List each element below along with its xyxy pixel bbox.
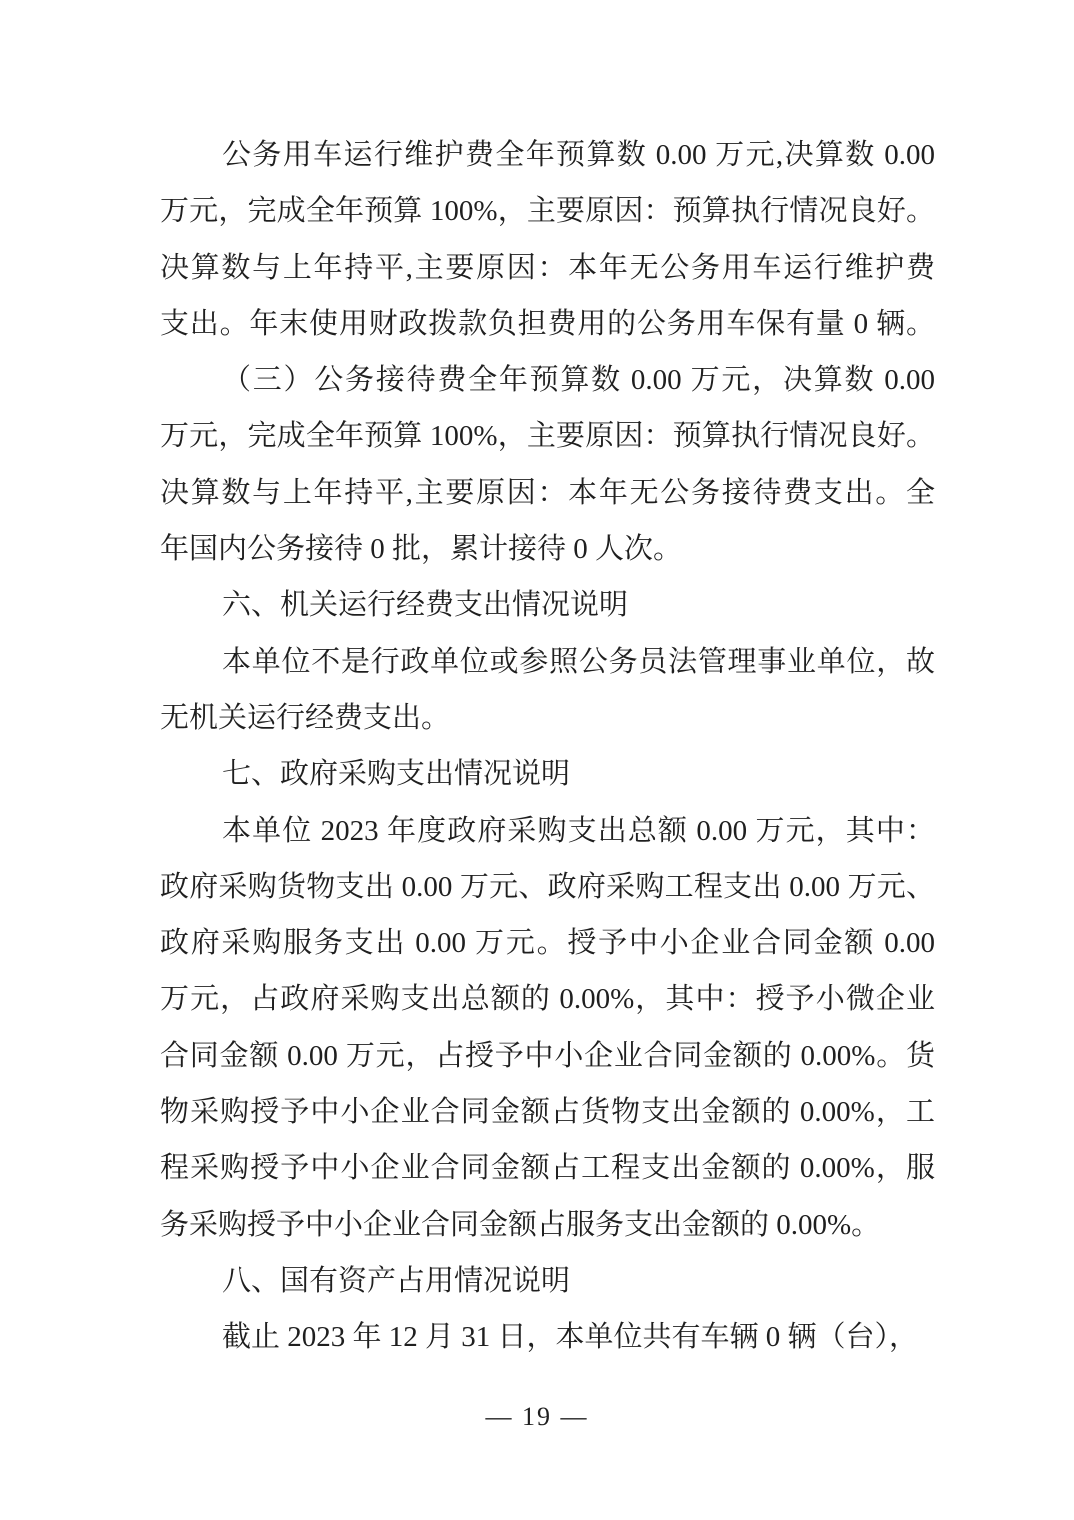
text-line: 年国内公务接待 0 批，累计接待 0 人次。 [160,533,683,566]
text-line: 决算数与上年持平,主要原因：本年无公务接待费支出。全 [160,476,935,509]
paragraph-vehicle-maintenance-fee [160,127,935,352]
paragraph-government-procurement [160,803,935,1253]
page-number: — 19 — [485,1402,589,1431]
text-line: 政府采购货物支出 0.00 万元、政府采购工程支出 0.00 万元、 [160,870,935,903]
page-body [160,127,935,1366]
heading-line: 七、政府采购支出情况说明 [222,758,571,791]
text-line: （三）公务接待费全年预算数 0.00 万元，决算数 0.00 [222,364,935,397]
text-line: 公务用车运行维护费全年预算数 0.00 万元,决算数 0.00 [222,139,935,171]
text-line: 支出。年末使用财政拨款负担费用的公务用车保有量 0 辆。 [160,307,935,340]
text-line: 决算数与上年持平,主要原因：本年无公务用车运行维护费 [160,251,935,284]
text-line: 万元，完成全年预算 100%，主要原因：预算执行情况良好。 [160,420,935,453]
heading-line: 六、机关运行经费支出情况说明 [222,589,629,622]
text-line: 本单位不是行政单位或参照公务员法管理事业单位，故 [222,645,935,678]
paragraph-agency-operating-expense [160,634,935,747]
text-line: 本单位 2023 年度政府采购支出总额 0.00 万元，其中： [222,814,935,847]
paragraph-official-reception-fee [160,352,935,577]
section-heading-6 [160,577,935,633]
paragraph-state-owned-assets [160,1309,935,1365]
text-line: 合同金额 0.00 万元，占授予中小企业合同金额的 0.00%。货 [160,1039,935,1072]
text-line: 政府采购服务支出 0.00 万元。授予中小企业合同金额 0.00 [160,927,935,960]
text-line: 务采购授予中小企业合同金额占服务支出金额的 0.00%。 [160,1208,881,1241]
text-line: 程采购授予中小企业合同金额占工程支出金额的 0.00%，服 [160,1152,935,1185]
text-line: 万元，完成全年预算 100%，主要原因：预算执行情况良好。 [160,195,935,228]
text-line: 无机关运行经费支出。 [160,701,451,734]
heading-line: 八、国有资产占用情况说明 [222,1264,571,1297]
section-heading-7 [160,746,935,802]
text-line: 截止 2023 年 12 月 31 日，本单位共有车辆 0 辆（台）， [222,1321,919,1354]
text-line: 万元，占政府采购支出总额的 0.00%，其中：授予小微企业 [160,983,935,1016]
section-heading-8 [160,1253,935,1309]
text-line: 物采购授予中小企业合同金额占货物支出金额的 0.00%，工 [160,1096,935,1129]
